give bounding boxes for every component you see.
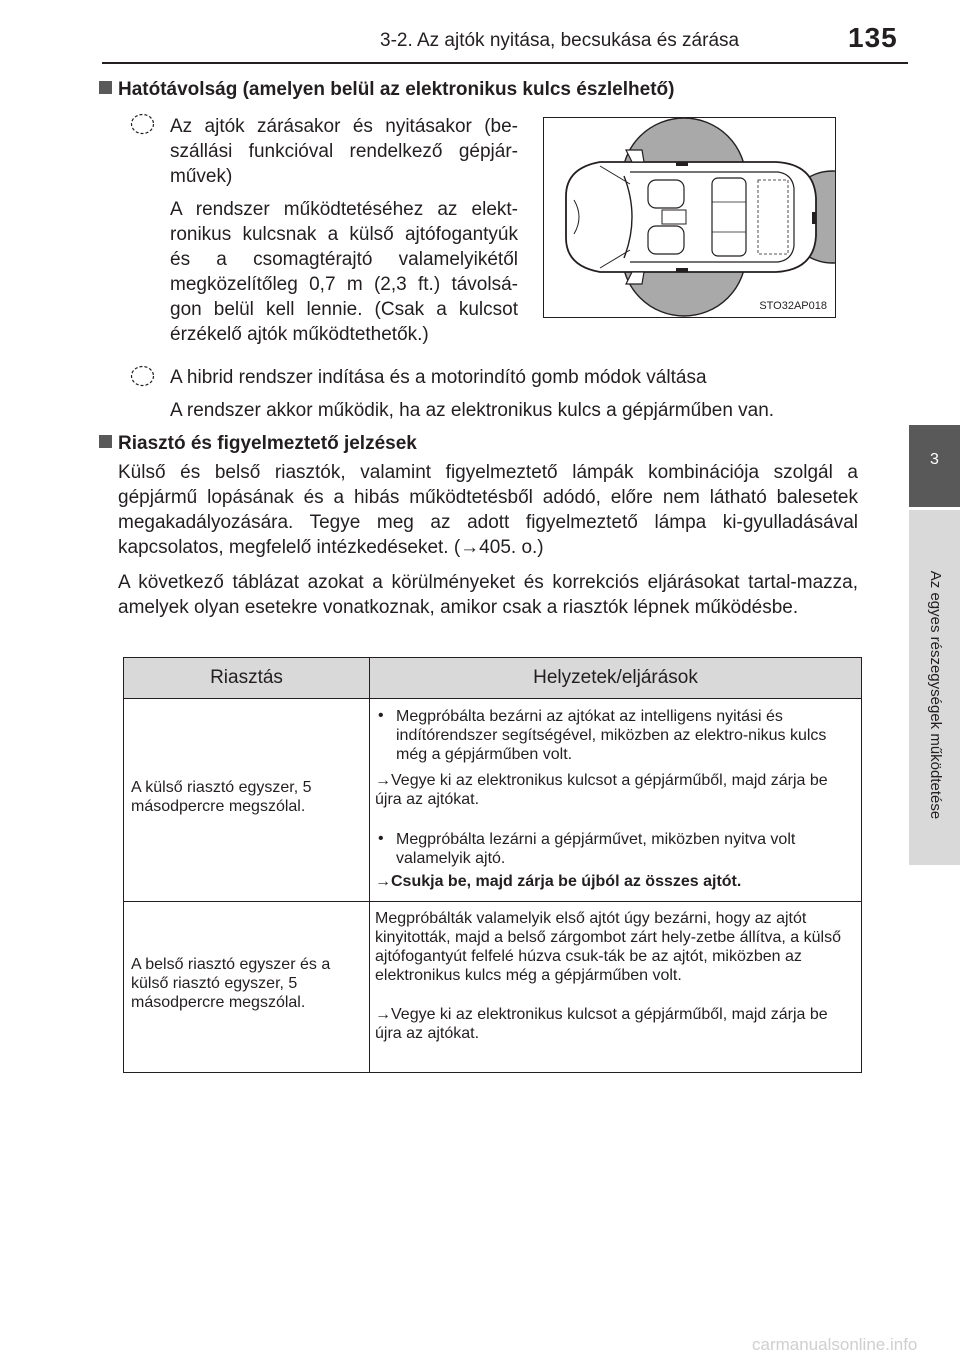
situation-item: Megpróbálta bezárni az ajtókat az intelligens nyitási és indítórendszer segítségével, miközben az elektro-nikus kulcs még a gépjárműben volt. xyxy=(396,708,827,763)
alarm-intro-paragraph: Külső és belső riasztók, valamint figyelmeztető lámpák kombinációja szolgál a gépjármű lopásának és a hibás működtetésből adódó, előre nem látható balesetek megakadályozására. Tegye meg az adott figyelmeztető lámpa ki-gyulladásával kapcsolatos, megfelelő intézkedéseket. (→405. o.) xyxy=(118,462,858,558)
row-divider xyxy=(124,901,861,902)
section-heading-text: Riasztó és figyelmeztető jelzések xyxy=(118,433,417,454)
bullet-title-hybrid: A hibrid rendszer indítása és a motorindító gomb módok váltása xyxy=(170,367,707,388)
header-alarm: Riasztás xyxy=(210,667,283,688)
bullet-dot: • xyxy=(378,707,384,724)
header-rule xyxy=(102,62,908,64)
alarm-cell: A külső riasztó egyszer, 5 másodpercre megszólal. xyxy=(131,779,312,815)
chapter-title: Az egyes részegységek működtetése xyxy=(927,570,944,820)
section-heading-range xyxy=(99,79,674,101)
key-range-figure xyxy=(543,117,836,318)
situation-action: →Vegye ki az elektronikus kulcsot a gépjárműből, majd zárja be újra az ajtókat. xyxy=(375,1006,828,1042)
dashed-circle-icon xyxy=(130,365,155,387)
bullet-title-entry: Az ajtók zárásakor és nyitásakor (be-szállási funkcióval rendelkező gépjár-művek) xyxy=(170,116,518,187)
figure-code: STO32AP018 xyxy=(759,300,827,312)
dashed-circle-icon xyxy=(130,113,155,135)
section-heading-text: Hatótávolság (amelyen belül az elektronikus kulcs észlelhető) xyxy=(118,79,675,100)
column-divider xyxy=(369,658,370,1072)
page-number: 135 xyxy=(848,22,898,53)
situation-text: Megpróbálták valamelyik első ajtót úgy bezárni, hogy az ajtót kinyitották, majd a belső zárgombot zárt hely-zetbe állítva, a külső ajtófogantyút felfelé húzva csuk-ták be az ajtót, miközben az elektronikus kulcs még a gépjárműben volt. xyxy=(375,910,841,984)
table-header-row xyxy=(124,658,861,699)
car-top-view-illustration xyxy=(544,118,835,317)
situation-action: →Csukja be, majd zárja be újból az összes ajtót. xyxy=(375,873,742,890)
bullet-text-hybrid: A rendszer akkor működik, ha az elektronikus kulcs a gépjárműben van. xyxy=(170,400,775,421)
table-intro-paragraph: A következő táblázat azokat a körülményeket és korrekciós eljárásokat tartal-mazza, amelyek olyan esetekre vonatkoznak, amikor csak a riasztók lépnek működésbe. xyxy=(118,572,858,618)
alarm-table xyxy=(123,657,862,1073)
square-bullet-icon xyxy=(99,81,112,94)
situation-action: →Vegye ki az elektronikus kulcsot a gépjárműből, majd zárja be újra az ajtókat. xyxy=(375,772,828,808)
bullet-text-entry: A rendszer működtetéséhez az elekt-ronikus kulcsnak a külső ajtófogantyúk és a csomagtérajtó valamelyikétől megközelítőleg 0,7 m (2,3 ft.) távolsá-gon belül kell lennie. (Csak a kulcsot érzékelő ajtók működtethetők.) xyxy=(170,199,518,345)
bullet-dot: • xyxy=(378,830,384,847)
alarm-cell: A belső riasztó egyszer és a külső riasztó egyszer, 5 másodpercre megszólal. xyxy=(131,956,331,1011)
situation-item: Megpróbálta lezárni a gépjárművet, miközben nyitva volt valamelyik ajtó. xyxy=(396,831,796,867)
running-header: 3-2. Az ajtók nyitása, becsukása és zárása xyxy=(380,30,740,51)
section-heading-alarms xyxy=(99,433,417,455)
chapter-tab: 3 xyxy=(909,425,960,507)
square-bullet-icon xyxy=(99,435,112,448)
header-situations: Helyzetek/eljárások xyxy=(533,667,698,688)
watermark: carmanualsonline.info xyxy=(752,1335,918,1354)
